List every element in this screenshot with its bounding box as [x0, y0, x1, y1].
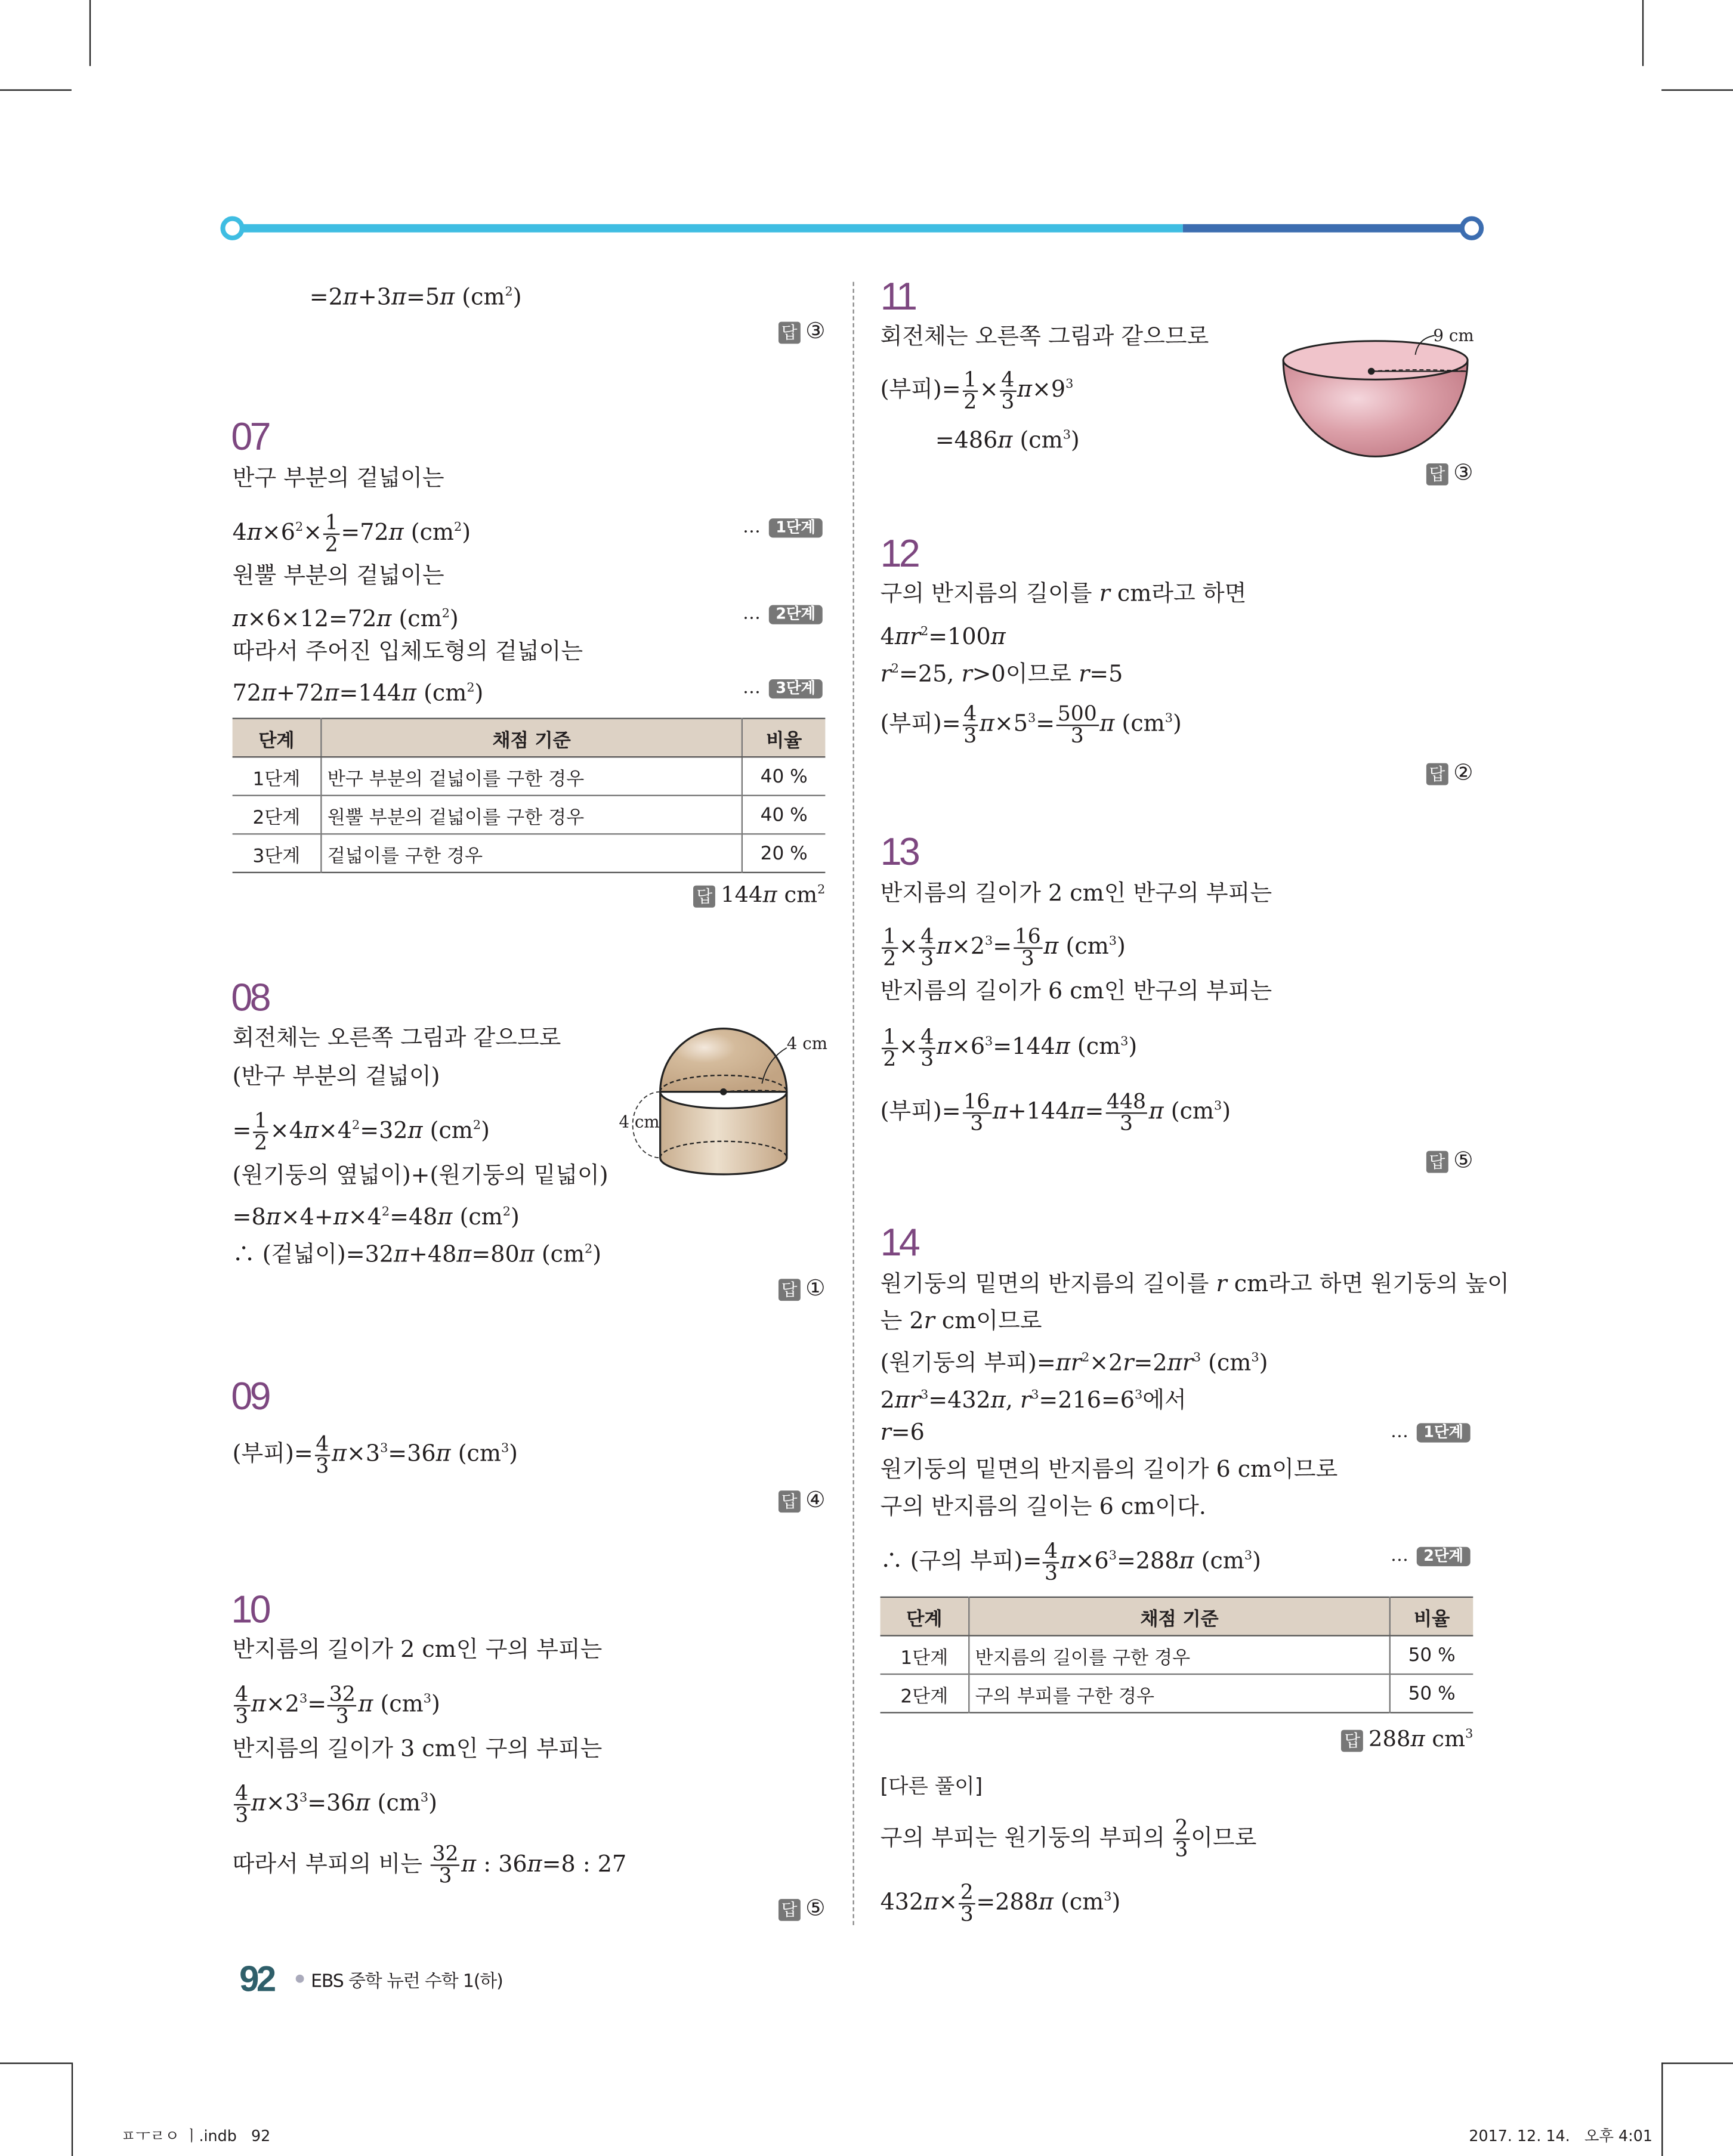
solution-line: 회전체는 오른쪽 그림과 같으므로	[880, 323, 1209, 349]
ellipsis: …	[1390, 1421, 1408, 1443]
ellipsis: …	[1390, 1545, 1408, 1567]
solution-line: $r^2=25$, r>0이므로 r=5	[880, 660, 1123, 687]
step-badge: 3단계	[769, 679, 823, 698]
step-badge: 2단계	[1417, 1547, 1471, 1566]
solution-line: $\frac{1}{2}$ × $\frac{4}{3}$ $\pi\times 2^3=$ $\frac{16}{3}$ π $(cm^3)$	[881, 926, 1126, 969]
crop-mark	[0, 2062, 72, 2064]
solution-line: (부피)= $\frac{4}{3}$ $\pi\times 3^3=36\pi$ $(cm^3)$	[232, 1430, 518, 1478]
solution-line: π×6×12=72π $(cm^2)$	[232, 605, 459, 632]
crop-mark	[1661, 2062, 1733, 2064]
question-number: 07	[231, 415, 268, 458]
answer	[779, 1273, 825, 1304]
crop-mark	[0, 89, 72, 91]
crop-mark	[72, 2062, 73, 2156]
cell: 40 %	[742, 757, 825, 796]
fraction: $\frac{4}{3}$	[919, 1026, 935, 1069]
answer-value: ④	[805, 1486, 826, 1513]
fraction: $\frac{448}{3}$	[1105, 1091, 1148, 1133]
solution-line: =486π $(cm^3)$	[935, 426, 1080, 453]
solution-line: (원기둥의 옆넓이)+(원기둥의 밑넓이)	[232, 1162, 608, 1189]
cell: 50 %	[1390, 1636, 1473, 1675]
fraction: $\frac{500}{3}$	[1056, 703, 1098, 746]
solution-line: $\frac{4}{3}$ $\pi\times 2^3=$ $\frac{32}{3}$ π $(cm^3)$	[233, 1683, 440, 1727]
hemisphere-figure	[1272, 319, 1479, 468]
answer	[1426, 458, 1473, 488]
fraction: $\frac{1}{2}$	[253, 1111, 269, 1153]
answer-value: ⑤	[805, 1895, 826, 1921]
solution-line: r=6	[880, 1419, 925, 1446]
fraction: $\frac{4}{3}$	[314, 1434, 330, 1476]
cell: 구의 부피를 구한 경우	[969, 1674, 1390, 1713]
answer	[1426, 757, 1473, 788]
solution-line: $4\pi r^2=100\pi$	[880, 623, 1006, 650]
solution-line: 구의 부피는 원기둥의 부피의 $\frac{2}{3}$ 이므로	[880, 1815, 1257, 1862]
header-cell: 채점 기준	[321, 719, 742, 757]
question-number: 12	[880, 532, 918, 575]
fraction: $\frac{1}{2}$	[882, 926, 898, 969]
answer-label: 답	[779, 321, 800, 343]
table-row	[233, 796, 826, 834]
page-number: 92	[239, 1958, 274, 2000]
solution-line: 반지름의 길이가 2 cm인 구의 부피는	[232, 1636, 603, 1663]
solution-line: 따라서 주어진 입체도형의 겉넓이는	[232, 638, 583, 664]
solution-line: 구의 반지름의 길이는 6 cm이다.	[880, 1493, 1206, 1520]
answer-value: ⑤	[1453, 1146, 1473, 1173]
fraction: $\frac{32}{3}$	[328, 1684, 357, 1726]
question-number: 08	[231, 976, 268, 1019]
question-number: 13	[880, 830, 918, 874]
ellipsis: …	[743, 678, 761, 699]
cylinder-hemisphere-figure	[613, 1017, 833, 1189]
solution-line: $\frac{4}{3}$ $\pi\times 3^3=36\pi$ $(cm^3)$	[233, 1782, 437, 1826]
table-row	[233, 757, 826, 796]
answer	[694, 876, 825, 911]
cell: 1단계	[881, 1636, 969, 1675]
fraction: $\frac{4}{3}$	[234, 1783, 250, 1825]
crop-mark	[1661, 89, 1733, 91]
step-marker	[743, 676, 823, 701]
fraction: $\frac{2}{3}$	[1173, 1818, 1190, 1860]
cell: 2단계	[233, 796, 322, 834]
ellipsis: …	[743, 604, 761, 624]
solution-line: $\frac{1}{2}$ × $\frac{4}{3}$ $\pi\times 6^3=144\pi$ $(cm^3)$	[881, 1026, 1138, 1069]
answer-label: 답	[694, 885, 715, 907]
answer-value: 144π $cm^2$	[721, 881, 826, 908]
solution-line: 원뿔 부분의 겉넓이는	[232, 562, 444, 589]
fraction: $\frac{16}{3}$	[962, 1091, 991, 1133]
step-marker	[743, 516, 823, 541]
answer-label: 답	[779, 1490, 800, 1512]
step-marker	[743, 602, 823, 627]
header-cell: 비율	[1390, 1597, 1473, 1636]
solution-line: 반지름의 길이가 3 cm인 구의 부피는	[232, 1735, 603, 1762]
fraction: $\frac{2}{3}$	[959, 1882, 975, 1924]
scoring-table	[233, 718, 826, 874]
fraction: $\frac{1}{2}$	[882, 1026, 898, 1069]
question-number: 14	[880, 1221, 918, 1264]
ellipsis: …	[743, 516, 761, 538]
cell: 20 %	[742, 834, 825, 873]
solution-line: ∴ (구의 부피)= $\frac{4}{3}$ $\pi\times 6^3=288\pi$ $(cm^3)$	[880, 1538, 1261, 1585]
solution-line: 반지름의 길이가 2 cm인 반구의 부피는	[880, 880, 1272, 907]
solution-line: 회전체는 오른쪽 그림과 같으므로	[232, 1024, 561, 1051]
answer-value: ②	[1453, 759, 1473, 785]
solution-line: ∴ (겉넓이)=32π+48π=80π $(cm^2)$	[232, 1241, 602, 1267]
solution-line: $2\pi r^3=432\pi$, $r^3=216=6^3$에서	[880, 1387, 1187, 1413]
solution-line: 구의 반지름의 길이를 r cm라고 하면	[880, 580, 1247, 607]
answer-label: 답	[1426, 762, 1448, 784]
solution-line: 는 2r cm이므로	[880, 1307, 1042, 1334]
fraction: $\frac{1}{2}$	[323, 512, 339, 555]
answer-value: 288π $cm^3$	[1369, 1726, 1473, 1753]
answer-label: 답	[1426, 463, 1448, 485]
step-badge: 2단계	[769, 605, 823, 624]
fraction: $\frac{4}{3}$	[919, 926, 935, 969]
solution-line: 432π× $\frac{2}{3}$ =288π $(cm^3)$	[880, 1879, 1121, 1926]
answer	[779, 1894, 825, 1924]
alt-solution-title: [다른 풀이]	[880, 1774, 983, 1799]
print-date: 2017. 12. 14. 오후 4:01	[1469, 2127, 1652, 2145]
answer-label: 답	[1342, 1730, 1363, 1752]
step-marker	[1391, 1421, 1471, 1446]
table-row	[881, 1674, 1473, 1713]
radius-label: 9 cm	[1433, 326, 1474, 345]
answer-label: 답	[779, 1278, 800, 1300]
fraction: $\frac{4}{3}$	[962, 703, 978, 746]
file-name: ㅍㅜㄹㅇ ㅣ.indb 92	[121, 2127, 271, 2145]
solution-line: = $\frac{1}{2}$ $\times 4\pi\times 4^2=32\pi$ $(cm^2)$	[232, 1108, 490, 1155]
solution-line: (부피)= $\frac{1}{2}$ × $\frac{4}{3}$ $\pi\times 9^3$	[880, 366, 1074, 413]
step-badge: 1단계	[1417, 1423, 1471, 1442]
cell: 2단계	[881, 1674, 969, 1713]
cell: 원뿔 부분의 겉넓이를 구한 경우	[321, 796, 742, 834]
solution-line: 원기둥의 밑면의 반지름의 길이가 6 cm이므로	[880, 1456, 1338, 1483]
answer	[1342, 1720, 1473, 1755]
step-badge: 1단계	[769, 518, 823, 537]
cell: 반구 부분의 겉넓이를 구한 경우	[321, 757, 742, 796]
solution-line: 따라서 부피의 비는 $\frac{32}{3}$ π : 36π=8 : 27	[232, 1841, 627, 1888]
table-header	[233, 719, 826, 757]
math-line: =2π+3π=5π $(cm^2)$	[309, 284, 522, 310]
bullet-icon	[296, 1975, 304, 1983]
solution-line: 원기둥의 밑면의 반지름의 길이를 r cm라고 하면 원기둥의 높이	[880, 1270, 1509, 1297]
solution-line: $4\pi\times 6^2\times$ $\frac{1}{2}$ =72π $(cm^2)$	[232, 509, 471, 556]
cell: 반지름의 길이를 구한 경우	[969, 1636, 1390, 1675]
crop-mark	[1661, 2062, 1663, 2156]
height-label: 4 cm	[619, 1112, 660, 1132]
table-row	[233, 834, 826, 873]
fraction: $\frac{4}{3}$	[1000, 369, 1016, 412]
cell: 50 %	[1390, 1674, 1473, 1713]
radius-label: 4 cm	[786, 1034, 827, 1054]
fraction: $\frac{1}{2}$	[962, 369, 978, 412]
cell: 40 %	[742, 796, 825, 834]
solution-line: 반지름의 길이가 6 cm인 반구의 부피는	[880, 978, 1272, 1004]
answer	[1426, 1146, 1473, 1176]
book-title: EBS 중학 뉴런 수학 1(하)	[311, 1972, 503, 1993]
answer-label: 답	[1426, 1150, 1448, 1173]
crop-mark	[1642, 0, 1644, 66]
solution-line: (원기둥의 부피)$=\pi r^2\times 2r=2\pi r^3$ $(cm^3)$	[880, 1349, 1268, 1376]
cell: 3단계	[233, 834, 322, 873]
header-cell: 단계	[881, 1597, 969, 1636]
fraction: $\frac{32}{3}$	[431, 1844, 460, 1886]
crop-mark	[89, 0, 91, 66]
header-bar	[217, 213, 1488, 243]
answer-label: 답	[779, 1898, 800, 1920]
answer-value: ①	[805, 1275, 826, 1301]
scoring-table	[881, 1597, 1473, 1713]
solution-line: 72π+72π=144π $(cm^2)$	[232, 680, 484, 706]
step-marker	[1391, 1544, 1471, 1569]
header-cell: 비율	[742, 719, 825, 757]
answer	[779, 316, 825, 347]
solution-line: (반구 부분의 겉넓이)	[232, 1063, 440, 1090]
answer	[779, 1485, 825, 1515]
solution-line: $=8\pi\times 4+\pi\times 4^2=48\pi$ $(cm^2)$	[232, 1204, 520, 1230]
fraction: $\frac{4}{3}$	[234, 1684, 250, 1726]
table-row	[881, 1636, 1473, 1675]
answer-value: ③	[1453, 459, 1473, 485]
table-header	[881, 1597, 1473, 1636]
header-cell: 채점 기준	[969, 1597, 1390, 1636]
cell: 겉넓이를 구한 경우	[321, 834, 742, 873]
solution-line: (부피)= $\frac{4}{3}$ $\pi\times 5^3=$ $\frac{500}{3}$ π $(cm^3)$	[880, 700, 1182, 748]
header-cell: 단계	[233, 719, 322, 757]
fraction: $\frac{4}{3}$	[1043, 1541, 1059, 1583]
column-divider	[852, 282, 854, 1925]
question-number: 10	[231, 1588, 268, 1631]
solution-line: 반구 부분의 겉넓이는	[232, 465, 444, 491]
solution-line: (부피)= $\frac{16}{3}$ π+144π= $\frac{448}{3}$ π $(cm^3)$	[880, 1088, 1231, 1136]
cell: 1단계	[233, 757, 322, 796]
question-number: 11	[880, 275, 915, 318]
fraction: $\frac{16}{3}$	[1013, 926, 1042, 969]
answer-value: ③	[805, 317, 826, 344]
question-number: 09	[231, 1375, 268, 1418]
